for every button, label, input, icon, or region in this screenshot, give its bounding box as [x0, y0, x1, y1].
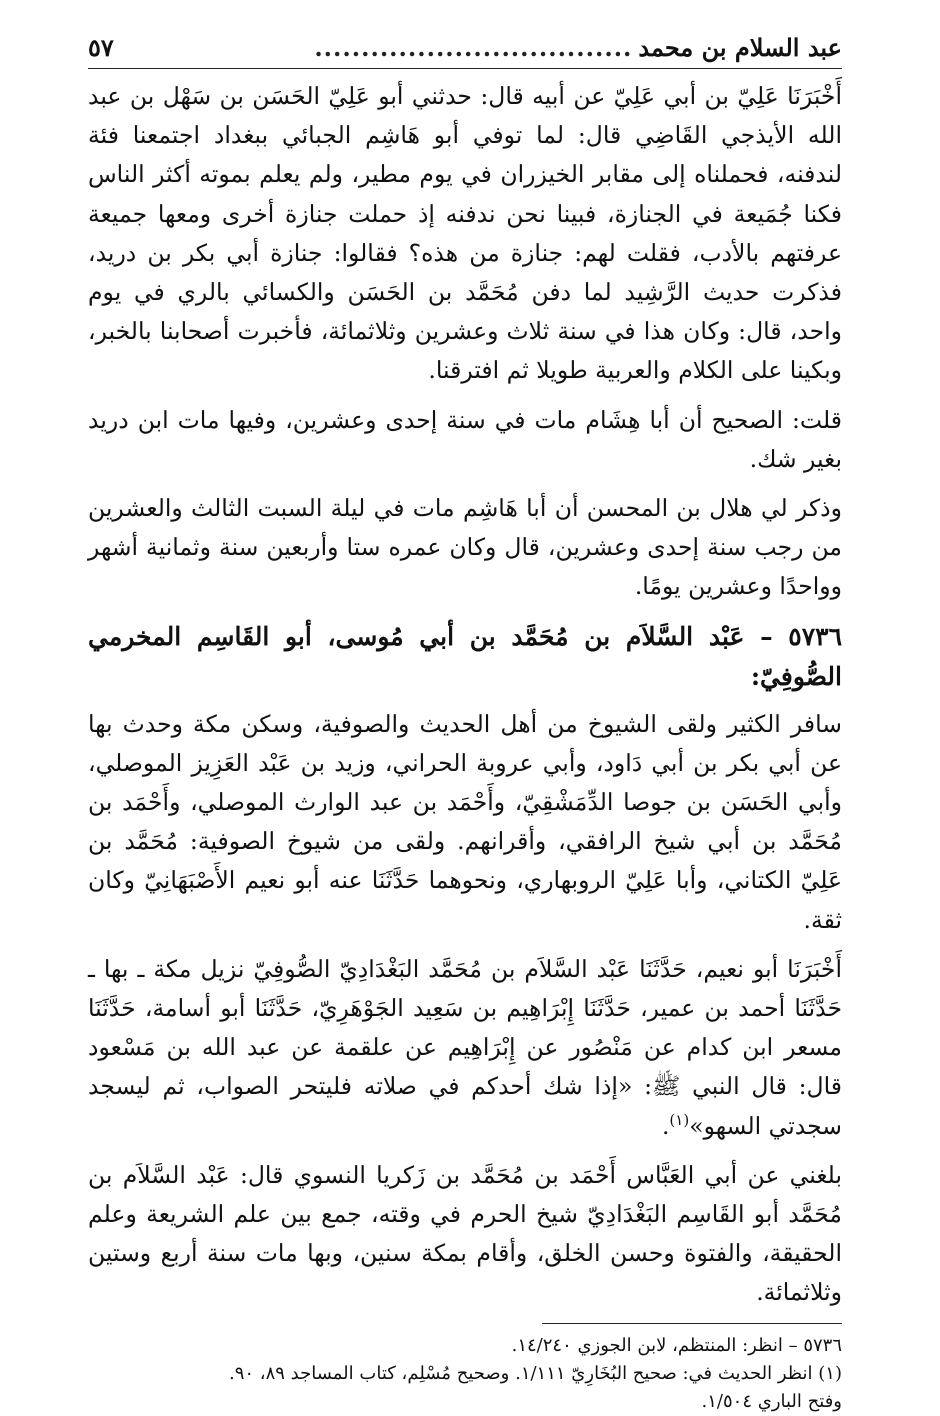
- paragraph-death-date: وذكر لي هلال بن المحسن أن أبا هَاشِم مات في ليلة السبت الثالث والعشرين من رجب سنة إحدى وعشرين، قال وكان عمره ستا وأربعين سنة وثمانية أشهر وواحدًا وعشرين يومًا.: [88, 494, 842, 601]
- footnotes: [88, 1332, 842, 1416]
- footnote-source: ٥٧٣٦ – انظر: المنتظم، لابن الجوزي ١٤/٢٤٠.: [511, 1334, 842, 1356]
- paragraph-biography: سافر الكثير ولقى الشيوخ من أهل الحديث والصوفية، وسكن مكة وحدث بها عن أبي بكر بن أبي دَاود، وأبي عروبة الحراني، وزيد بن عَبْد العَزِيز الموصلي، وأبي الحَسَن بن جوصا الدِّمَشْقِيّ، وأَحْمَد بن عبد الوارث الموصلي، وأَحْمَد بن مُحَمَّد بن أبي شيخ الرافقي، وأقرانهم. ولقى من شيوخ الصوفية: مُحَمَّد بن عَلِيّ الكتاني، وأبا عَلِيّ الروبهاري، ونحوهما حَدَّثَنَا عنه أبو نعيم الأَصْبَهَانِيّ وكان ثقة.: [88, 709, 842, 934]
- running-title: عبد السلام بن محمد: [638, 33, 842, 62]
- book-page: [88, 28, 842, 1416]
- footnote-hadith: (١) انظر الحديث في: صحيح البُخَارِيّ ١/١١١. وصحيح مُسْلِم، كتاب المساجد ٨٩، ٩٠.: [228, 1362, 842, 1384]
- paragraph-correction: قلت: الصحيح أن أبا هِشَام مات في سنة إحدى وعشرين، وفيها مات ابن دريد بغير شك.: [88, 405, 842, 473]
- footnote-divider: [542, 1323, 842, 1324]
- running-header: [88, 28, 842, 69]
- paragraph-funeral-account: أَخْبَرَنَا عَلِيّ بن أبي عَلِيّ عن أبيه قال: حدثني أبو عَلِيّ الحَسَن بن سَهْل بن عبد الله الأيذجي القَاضِي قال: لما توفي أبو هَاشِم الجبائي ببغداد اجتمعنا فئة لندفنه، فحملناه إلى مقابر الخيزران في يوم مطير، ولم يعلم بموته أكثر الناس فكنا جُمَيعة في الجنازة، فبينا نحن ندفنه إذ حملت جنازة أخرى ومعها جميعة عرفتهم بالأدب، فقلت لهم: جنازة من هذه؟ فقالوا: جنازة أبي بكر بن دريد، فذكرت حديث الرَّشِيد لما دفن مُحَمَّد بن الحَسَن والكسائي بالري في يوم واحد، قال: وكان هذا في سنة ثلاث وعشرين وثلاثمائة، فأخبرت أصحابنا بالخبر، وبكينا على الكلام والعربية طويلا ثم افترقنا.: [88, 82, 842, 385]
- page-number: ٥٧: [88, 33, 114, 62]
- footnote-marker[interactable]: (١): [669, 1110, 690, 1129]
- footnote-hadith-cont: وفتح الباري ١/٥٠٤.: [701, 1390, 842, 1412]
- hadith-end: .: [661, 1111, 670, 1140]
- entry-heading: ٥٧٣٦ – عَبْد السَّلاَم بن مُحَمَّد بن أبي مُوسى، أبو القَاسِم المخرمي الصُّوفِيّ:: [88, 621, 842, 691]
- leader-dots: ..................................: [314, 33, 633, 62]
- paragraph-hadith: [88, 950, 842, 1146]
- paragraph-closing: بلغني عن أبي العَبَّاس أَحْمَد بن مُحَمَّد بن زَكريا النسوي قال: عَبْد السَّلاَم بن مُحَمَّد أبو القَاسِم البَغْدَادِيّ شيخ الحرم في وقته، جمع بين علم الشريعة وعلم الحقيقة، والفتوة وحسن الخلق، وأقام بمكة سنين، وبها مات سنة أربع وستين وثلاثمائة.: [88, 1160, 842, 1307]
- hadith-text: أَخْبَرَنَا أبو نعيم، حَدَّثَنَا عَبْد السَّلاَم بن مُحَمَّد البَغْدَادِيّ الصُّوفِيّ نزيل مكة ـ بها ـ حَدَّثَنَا أحمد بن عمير، حَدَّثَنَا إِبْرَاهِيم بن سَعِيد الجَوْهَرِيّ، حَدَّثَنَا أبو أسامة، حَدَّثَنَا مسعر ابن كدام عن مَنْصُور عن إِبْرَاهِيم عن علقمة عن عبد الله بن مَسْعود قال: قال النبي ﷺ: «إذا شك أحدكم في صلاته فليتحر الصواب، ثم ليسجد سجدتي السهو»: [88, 954, 842, 1140]
